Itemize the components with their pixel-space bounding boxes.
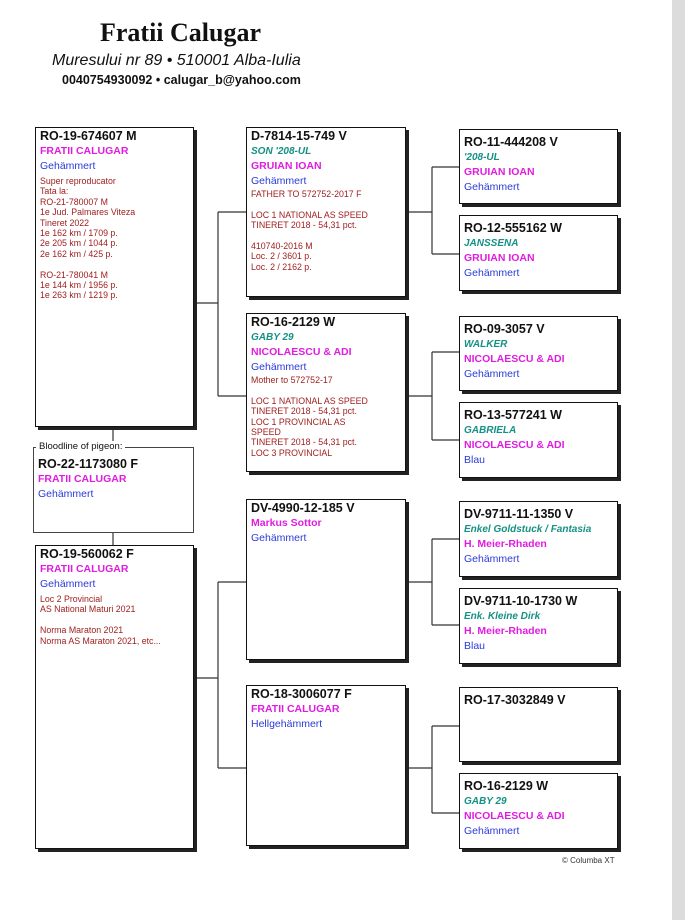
sss-name: '208-UL xyxy=(464,152,500,163)
sire-sire-ring-number: D-7814-15-749 V xyxy=(251,129,347,143)
dds-ring-number: RO-17-3032849 V xyxy=(464,693,566,707)
sds-ring-number: RO-09-3057 V xyxy=(464,322,545,336)
dam-sire-breeder: Markus Sottor xyxy=(251,517,322,529)
ddd-color: Gehämmert xyxy=(464,825,520,837)
dam-sire-color: Gehämmert xyxy=(251,532,307,544)
subject-ring-number: RO-22-1173080 F xyxy=(38,457,139,471)
sss-ring-number: RO-11-444208 V xyxy=(464,135,558,149)
sire-dam-notes: Mother to 572752-17 LOC 1 NATIONAL AS SPEED TINERET 2018 - 54,31 pct. LOC 1 PROVINCIAL AS SPEED TINERET 2018 - 54,31 pct. LOC 3 PROVINCIAL xyxy=(251,375,368,458)
dam-dam-breeder: FRATII CALUGAR xyxy=(251,703,340,715)
loft-contact: 0040754930092 • calugar_b@yahoo.com xyxy=(62,73,301,87)
sire-sire-breeder: GRUIAN IOAN xyxy=(251,160,322,172)
dam-dam-color: Hellgehämmert xyxy=(251,718,323,730)
sdd-breeder: NICOLAESCU & ADI xyxy=(464,439,565,451)
dsd-name: Enk. Kleine Dirk xyxy=(464,611,541,622)
sire-color: Gehämmert xyxy=(40,160,96,172)
sds-breeder: NICOLAESCU & ADI xyxy=(464,353,565,365)
sire-dam-color: Gehämmert xyxy=(251,361,307,373)
dam-dam-ring-number: RO-18-3006077 F xyxy=(251,687,352,701)
dam-card[interactable] xyxy=(35,545,194,849)
dds-card[interactable] xyxy=(459,687,618,762)
sire-sire-name: SON '208-UL xyxy=(251,146,312,157)
dam-sire-card[interactable] xyxy=(246,499,406,660)
ssd-name: JANSSENA xyxy=(464,238,519,249)
sdd-color: Blau xyxy=(464,454,486,466)
sire-sire-color: Gehämmert xyxy=(251,175,307,187)
sdd-name: GABRIELA xyxy=(464,425,517,436)
dss-ring-number: DV-9711-11-1350 V xyxy=(464,507,574,521)
dss-card[interactable] xyxy=(459,501,618,577)
sire-card[interactable] xyxy=(35,127,194,427)
dsd-color: Blau xyxy=(464,640,486,652)
dam-ring-number: RO-19-560062 F xyxy=(40,547,134,561)
dsd-card[interactable] xyxy=(459,588,618,664)
sire-breeder: FRATII CALUGAR xyxy=(40,145,129,157)
sire-dam-ring-number: RO-16-2129 W xyxy=(251,315,336,329)
sss-color: Gehämmert xyxy=(464,181,520,193)
sdd-ring-number: RO-13-577241 W xyxy=(464,408,562,422)
sds-name: WALKER xyxy=(464,339,508,350)
sire-dam-breeder: NICOLAESCU & ADI xyxy=(251,346,352,358)
sds-color: Gehämmert xyxy=(464,368,520,380)
dsd-ring-number: DV-9711-10-1730 W xyxy=(464,594,578,608)
subject-color: Gehämmert xyxy=(38,488,94,500)
ddd-card[interactable] xyxy=(459,773,618,849)
dam-sire-ring-number: DV-4990-12-185 V xyxy=(251,501,355,515)
subject-breeder: FRATII CALUGAR xyxy=(38,473,127,485)
loft-title: Fratii Calugar xyxy=(100,18,262,47)
ddd-name: GABY 29 xyxy=(464,796,507,807)
bloodline-label: Bloodline of pigeon: xyxy=(36,441,125,452)
software-credit: © Columba XT xyxy=(562,856,615,865)
sire-dam-name: GABY 29 xyxy=(251,332,294,343)
subject-card[interactable] xyxy=(33,447,194,533)
ddd-ring-number: RO-16-2129 W xyxy=(464,779,549,793)
sdd-card[interactable] xyxy=(459,402,618,478)
loft-address: Muresului nr 89 • 510001 Alba-Iulia xyxy=(52,52,301,69)
ssd-ring-number: RO-12-555162 W xyxy=(464,221,562,235)
sire-sire-notes: FATHER TO 572752-2017 F LOC 1 NATIONAL AS SPEED TINERET 2018 - 54,31 pct. 410740-2016 M Loc. 2 / 3601 p. Loc. 2 / 2162 p. xyxy=(251,189,368,272)
ddd-breeder: NICOLAESCU & ADI xyxy=(464,810,565,822)
ssd-card[interactable] xyxy=(459,215,618,291)
sss-breeder: GRUIAN IOAN xyxy=(464,166,535,178)
sire-dam-card[interactable] xyxy=(246,313,406,472)
sire-ring-number: RO-19-674607 M xyxy=(40,129,137,143)
sss-card[interactable] xyxy=(459,129,618,204)
sire-notes: Super reproducator Tata la: RO-21-780007 M 1e Jud. Palmares Viteza Tineret 2022 1e 162 km / 1709 p. 2e 205 km / 1044 p. 2e 162 km / 425 p. RO-21-780041 M 1e 144 km / 1956 p. 1e 263 km / 1219 p. xyxy=(40,176,136,301)
dsd-breeder: H. Meier-Rhaden xyxy=(464,625,547,637)
ssd-breeder: GRUIAN IOAN xyxy=(464,252,535,264)
dss-color: Gehämmert xyxy=(464,553,520,565)
sds-card[interactable] xyxy=(459,316,618,391)
ssd-color: Gehämmert xyxy=(464,267,520,279)
dam-notes: Loc 2 Provincial AS National Maturi 2021 Norma Maraton 2021 Norma AS Maraton 2021, etc... xyxy=(40,594,161,646)
dam-breeder: FRATII CALUGAR xyxy=(40,563,129,575)
dam-color: Gehämmert xyxy=(40,578,96,590)
dam-dam-card[interactable] xyxy=(246,685,406,846)
dss-name: Enkel Goldstuck / Fantasia xyxy=(464,524,592,535)
dss-breeder: H. Meier-Rhaden xyxy=(464,538,547,550)
sire-sire-card[interactable] xyxy=(246,127,406,297)
